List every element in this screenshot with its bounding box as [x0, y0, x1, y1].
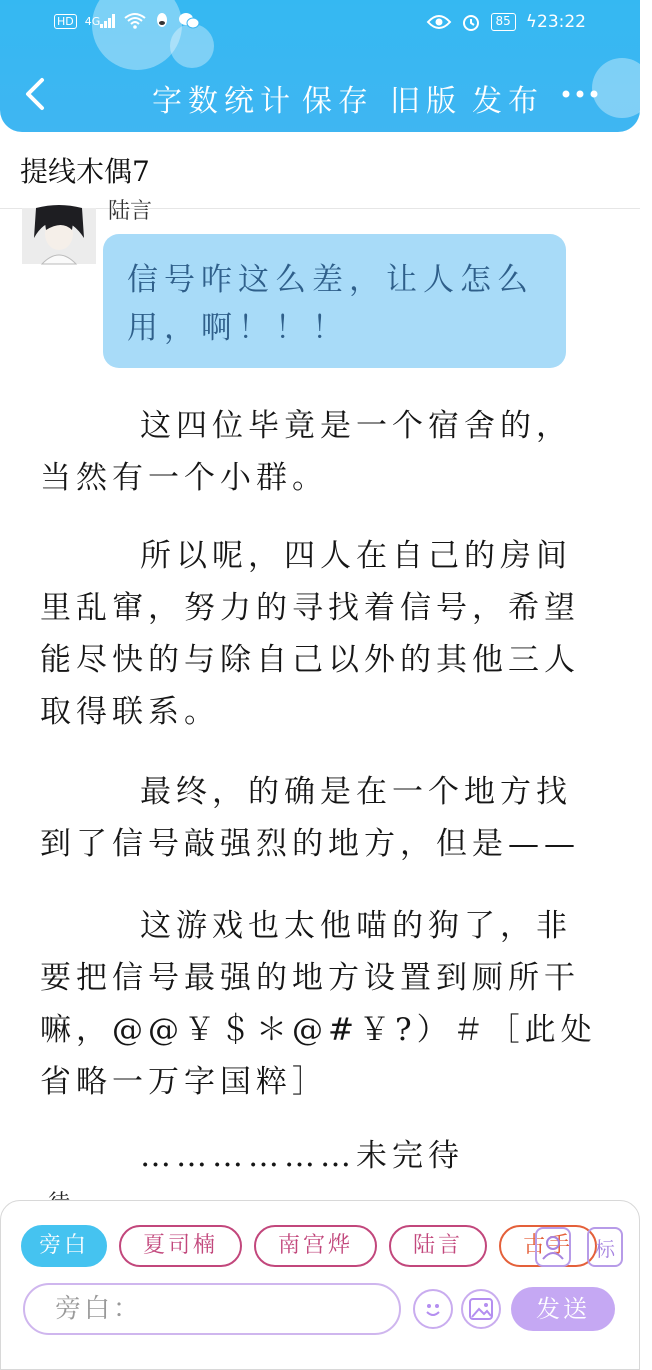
editor-toolbar: [0, 62, 640, 124]
title-divider: [0, 208, 640, 209]
role-chip[interactable]: 陆言: [389, 1225, 487, 1267]
story-paragraph: 最终，的确是在一个地方找到了信号敲强烈的地方，但是——: [40, 774, 580, 862]
role-selector: [21, 1225, 574, 1269]
wifi-icon: [124, 13, 146, 29]
smiley-icon: [419, 1295, 447, 1323]
network-type: 4G: [84, 14, 101, 28]
eye-icon: [427, 14, 451, 30]
speaker-name: 陆言: [108, 199, 153, 224]
story-paragraph: ………………未完待: [140, 1138, 464, 1174]
role-chip[interactable]: 古手: [499, 1225, 597, 1267]
image-button[interactable]: [461, 1289, 501, 1329]
person-icon: [540, 1233, 566, 1261]
character-portrait: [22, 208, 96, 264]
clock: [526, 12, 586, 32]
story-title: 提线木偶7: [20, 155, 150, 188]
story-paragraph: 所以呢，四人在自己的房间里乱窜，努力的寻找着信号，希望能尽快的与除自己以外的其他三人取得联系。: [40, 538, 580, 730]
more-button[interactable]: [560, 76, 600, 112]
story-paragraph: 这游戏也太他喵的狗了，非要把信号最强的地方设置到厕所干嘛，@@￥＄＊@#￥?）＃［此处省略一万字国粹］: [40, 908, 597, 1100]
tag-button[interactable]: 标: [587, 1227, 623, 1267]
charging-icon: ϟ: [525, 12, 537, 32]
image-icon: [468, 1297, 494, 1321]
more-dots-icon: [560, 76, 600, 112]
emoji-button[interactable]: [413, 1289, 453, 1329]
battery-level: 85: [491, 13, 516, 31]
publish-button[interactable]: 发布: [472, 84, 544, 119]
save-button[interactable]: 保存: [302, 84, 374, 119]
story-next-line: [48, 1186, 70, 1200]
composer-panel: [0, 1200, 640, 1370]
role-chip-narrator[interactable]: 旁白: [21, 1225, 107, 1267]
story-paragraph: 这四位毕竟是一个宿舍的，当然有一个小群。: [40, 408, 572, 496]
old-version-button[interactable]: 旧版: [390, 84, 462, 119]
dialogue-bubble[interactable]: 信号咋这么差，让人怎么用，啊！！！: [103, 234, 566, 368]
wechat-icon: [178, 12, 200, 30]
alarm-icon: [461, 12, 481, 32]
signal-icon: [85, 14, 117, 28]
role-manage-button[interactable]: [535, 1227, 571, 1267]
word-count-button[interactable]: 字数统计: [152, 84, 296, 119]
back-button[interactable]: [18, 74, 54, 114]
avatar[interactable]: [22, 208, 96, 264]
qq-icon: [154, 12, 170, 30]
app-header: [0, 0, 640, 132]
clock-time: 23:22: [537, 12, 586, 32]
hd-icon: HD: [54, 14, 77, 29]
status-bar: [0, 0, 640, 48]
send-button[interactable]: 发送: [511, 1287, 615, 1331]
message-input[interactable]: 旁白：: [23, 1283, 401, 1335]
chevron-left-icon: [18, 74, 54, 114]
role-chip[interactable]: 夏司楠: [119, 1225, 242, 1267]
role-chip[interactable]: 南宫烨: [254, 1225, 377, 1267]
